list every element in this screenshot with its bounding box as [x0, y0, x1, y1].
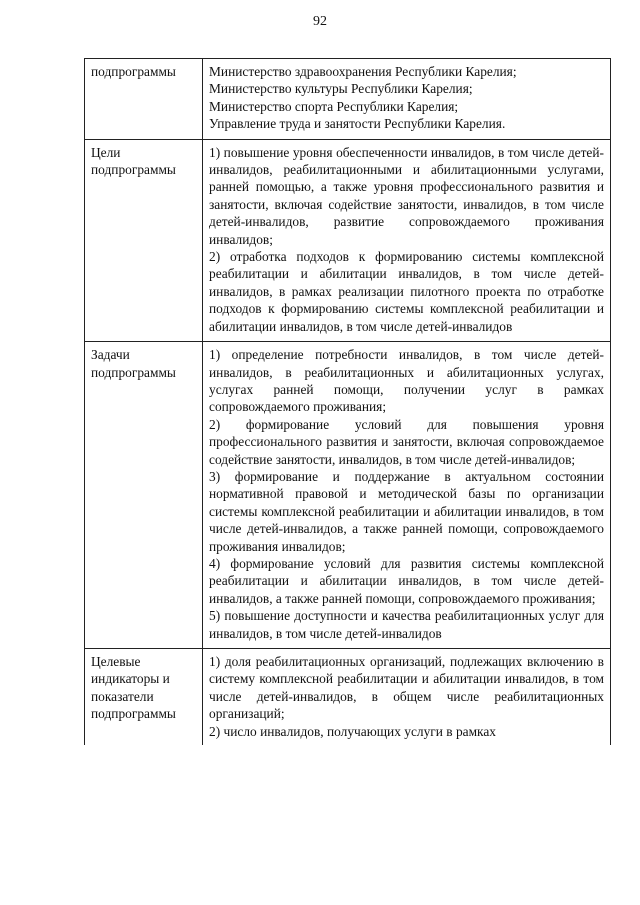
page-number: 92 [313, 14, 327, 29]
content-paragraph: Управление труда и занятости Республики Карелия. [209, 116, 506, 132]
row-content [203, 139, 611, 341]
content-paragraph: 1) доля реабилитационных организаций, подлежащих включению в систему комплексной реабилитации и абилитации инвалидов, в том числе детей-инвалидов, в общем числе реабилитационных организаций; [209, 654, 604, 722]
content-paragraph: 2) число инвалидов, получающих услуги в рамках [209, 723, 496, 739]
table-row-tasks [85, 342, 611, 649]
row-content [203, 59, 611, 140]
row-label [85, 59, 203, 140]
content-clip [209, 653, 604, 739]
content-paragraph: Министерство здравоохранения Республики Карелия; [209, 64, 517, 79]
content-paragraph: 1) определение потребности инвалидов, в том числе детей-инвалидов, в реабилитационных и абилитационных услугах, услугах ранней помощи, получении услуг в рамках сопровождаемого проживания; [209, 347, 604, 415]
content-paragraph: 1) повышение уровня обеспеченности инвалидов, в том числе детей-инвалидов, реабилитационными и абилитационными услугами, ранней помощью, а также уровня профессионального развития и занятости, включая содействие занятости, инвалидов, в том числе детей-инвалидов, развитие сопровождаемого проживания инвалидов; [209, 144, 604, 247]
content-paragraph: 3) формирование и поддержание в актуальном состоянии нормативной правовой и методической базы по организации системы комплексной реабилитации и абилитации инвалидов, в том числе детей-инвалидов, а также ранней помощи, сопровождаемого проживания инвалидов; [209, 468, 604, 554]
table-row-goals [85, 139, 611, 341]
content-paragraph: 4) формирование условий для развития системы комплексной реабилитации и абилитации инвалидов, в том числе детей-инвалидов, а также ранней помощи, сопровождаемого проживания; [209, 555, 604, 606]
content-paragraph: Министерство культуры Республики Карелия; [209, 81, 473, 97]
content-paragraph: Министерство спорта Республики Карелия; [209, 98, 459, 114]
table-row-executors [85, 59, 611, 140]
row-content [203, 649, 611, 746]
row-label-text: Целевые индикаторы и показатели подпрограммы [91, 654, 176, 722]
content-paragraph: 2) формирование условий для повышения уровня профессионального развития и занятости, включая сопровождаемое содействие занятости, инвалидов, в том числе детей-инвалидов; [209, 416, 604, 467]
row-label [85, 649, 203, 746]
table-row-indicators [85, 649, 611, 746]
row-label-text: Цели подпрограммы [91, 144, 176, 178]
row-label [85, 139, 203, 341]
row-label-text: подпрограммы [91, 64, 176, 79]
row-label-text: Задачи подпрограммы [91, 347, 176, 380]
subprogram-passport-table [84, 58, 611, 745]
row-label [85, 342, 203, 649]
content-paragraph: 5) повышение доступности и качества реабилитационных услуг для инвалидов, в том числе детей-инвалидов [209, 608, 604, 641]
row-content [203, 342, 611, 649]
content-paragraph: 2) отработка подходов к формированию системы комплексной реабилитации и абилитации инвалидов, в том числе детей-инвалидов, в рамках реализации пилотного проекта по отработке подходов к формированию системы комплексной реабилитации и абилитации инвалидов, в том числе детей-инвалидов [209, 249, 604, 334]
